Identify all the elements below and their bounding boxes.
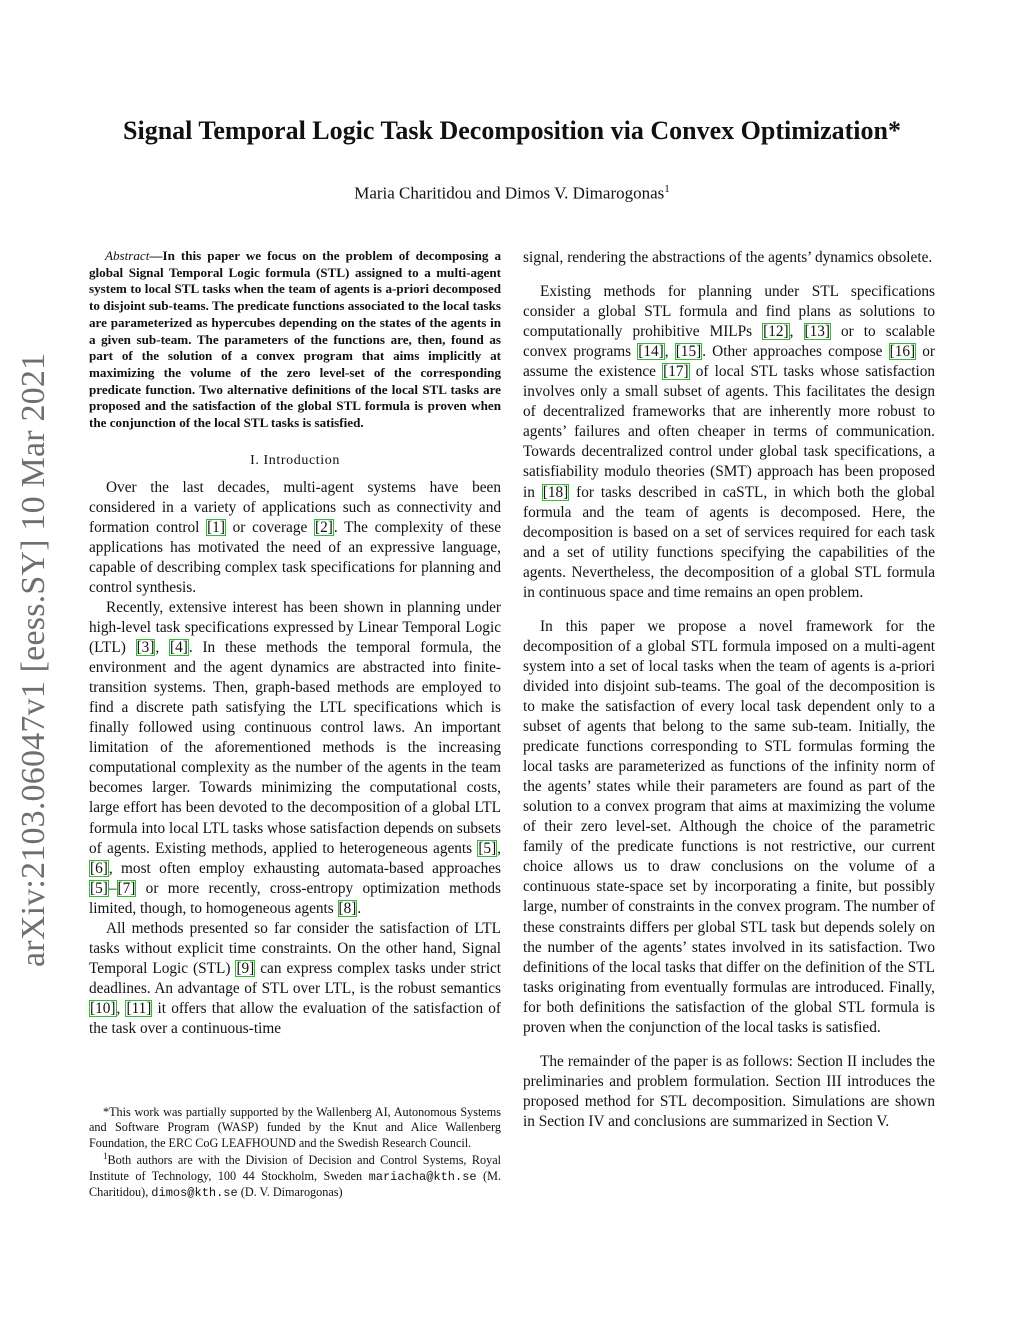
citation-link[interactable]: [13] xyxy=(804,323,830,341)
text-run: All methods presented so far consider the satisfaction of LTL tasks without explicit time constraints. On the other hand, Signal Temporal Logic (STL) xyxy=(89,919,501,977)
text-run: , xyxy=(789,323,804,341)
text-run: or more recently, cross-entropy optimization methods limited, though, to homogeneous agents xyxy=(89,879,501,917)
abstract-label: Abstract xyxy=(105,248,150,263)
citation-link[interactable]: [11] xyxy=(126,999,152,1017)
intro-paragraph-5: In this paper we propose a novel framework for the decomposition of a global STL formula imposed on a multi-agent system into a set of local tasks when the team of agents is a-priori divided into disjoint sub-teams. The goal of the decomposition is to make the satisfaction of every local task dependent only to a subset of agents that belong to the same sub-team. Initially, the predicate functions corresponding to STL formulas forming the local tasks are parameterized as functions of the infinity norm of the agents’ states while their parameters are found as part of the solution to a convex program that aims at maximizing the volume of their zero level-set. Although the choice of the parametric family of the predicate functions is not restrictive, our current choice allows us to draw conclusions on the volume of a continuous state-space set by incorporating a finite, but possibly large, number of constraints in the convex program. The number of these constraints differs per global STL task but depends solely on the number of the agents’ states involved in its satisfaction. Two definitions of the local tasks that differ on the definition of the STL tasks originating from eventually formulas are introduced. Finally, for both definitions the satisfaction of the global STL formula is proven when the conjunction of the local tasks is satisfied. xyxy=(523,617,935,1036)
author-line xyxy=(80,178,944,205)
citation-link[interactable]: [15] xyxy=(675,343,702,361)
abstract xyxy=(89,248,501,432)
text-run: , xyxy=(664,343,675,361)
citation-link[interactable]: [18] xyxy=(542,483,569,501)
text-run: or assume the existence xyxy=(523,343,935,381)
intro-paragraph-2 xyxy=(89,598,501,919)
text-run: of local STL tasks whose satisfaction involves only a small subset of agents. This facilitates the design of decentralized frameworks that are inherently more robust to agents’ failures and often cheaper in terms of communication. Towards decentralized control under global task specifications, a satisfiability modulo theories (SMT) approach has been proposed in xyxy=(523,363,935,501)
citation-link[interactable]: [12] xyxy=(763,323,789,341)
text-run: . In these methods the temporal formula, the environment and the agent dynamics are abstracted into finite-transition systems. Then, graph-based methods are employed to find a discrete path satisfying the LTL specifications which is finally followed using continuous control laws. An important limitation of the aforementioned methods is the increasing computational complexity as the number of the agents in the team becomes larger. Towards minimizing the computational costs, large effort has been devoted to the decomposition of a global LTL formula into local LTL tasks whose satisfaction depends on subsets of agents. Existing methods, applied to heterogeneous agents xyxy=(89,639,502,857)
email-link[interactable]: mariacha@kth.se xyxy=(368,1169,477,1184)
text-run: , most often employ exhausting automata-based approaches xyxy=(108,859,501,877)
text-run: , xyxy=(497,839,501,857)
citation-link[interactable]: [8] xyxy=(338,899,357,917)
arxiv-identifier: arXiv:2103.06047v1 [eess.SY] 10 Mar 2021 xyxy=(15,352,52,968)
intro-paragraph-6: The remainder of the paper is as follows: Section II includes the preliminaries and problem formulation. Section III introduces the proposed method for STL decomposition. Simulations are shown in Section IV and conclusions are summarized in Section V. xyxy=(523,1052,935,1130)
footnote-funding: *This work was partially supported by the Wallenberg AI, Autonomous Systems and Software Program (WASP) funded by the Knut and Alice Wallenberg Foundation, the ERC CoG LEAFHOUND and the Swedish Research Council. xyxy=(89,1105,501,1150)
text-run: Existing methods for planning under STL specifications consider a global STL formula and find plans as solutions to computationally prohibitive MILPs xyxy=(523,283,935,341)
text-run: Both authors are with the Division of Decision and Control Systems, Royal Institute of Technology, 100 44 Stockholm, Sweden xyxy=(89,1153,501,1183)
citation-link[interactable]: [7] xyxy=(117,879,136,897)
text-run: can express complex tasks under strict deadlines. An advantage of STL over LTL, is the robust semantics xyxy=(89,959,502,997)
intro-paragraph-4 xyxy=(523,282,935,603)
text-run: . Other approaches compose xyxy=(702,343,889,361)
footnote-mark: 1 xyxy=(103,1151,108,1162)
citation-link[interactable]: [2] xyxy=(315,518,333,536)
citation-link[interactable]: [14] xyxy=(638,343,664,361)
citation-link[interactable]: [6] xyxy=(90,859,108,877)
right-column xyxy=(523,248,935,1132)
citation-link[interactable]: [17] xyxy=(663,363,689,381)
citation-link[interactable]: [1] xyxy=(207,518,225,536)
author-names: Maria Charitidou and Dimos V. Dimarogonas xyxy=(354,183,665,203)
text-run: (M. Charitidou), xyxy=(89,1168,502,1200)
left-column xyxy=(89,248,501,1039)
text-run: for tasks described in caSTL, in which both the global formula and the team of agents is decomposed. Here, the decomposition is based on a set of services required for each task and a set of utility functions specifying the capabilities of the agents. Nevertheless, the decomposition of a global STL formula in continuous space and time remains an open problem. xyxy=(523,483,935,601)
citation-link[interactable]: [5] xyxy=(478,839,497,857)
citation-link[interactable]: [4] xyxy=(170,639,188,657)
paper-title: Signal Temporal Logic Task Decomposition via Convex Optimization* xyxy=(123,116,901,145)
footnote-affiliation xyxy=(89,1153,501,1201)
author-footnote-mark: 1 xyxy=(664,183,670,195)
text-run: – xyxy=(108,879,117,897)
intro-paragraph-1 xyxy=(89,478,501,598)
text-run: . xyxy=(357,899,362,917)
text-run: Over the last decades, multi-agent systems have been considered in a variety of applications such as connectivity and formation control xyxy=(89,478,501,536)
citation-link[interactable]: [3] xyxy=(136,639,155,657)
citation-link[interactable]: [9] xyxy=(236,959,255,977)
intro-paragraph-3 xyxy=(89,919,501,1039)
section-heading-introduction: I. Introduction xyxy=(250,452,340,468)
citation-link[interactable]: [5] xyxy=(90,879,108,897)
footnotes xyxy=(89,1105,501,1203)
text-run: Recently, extensive interest has been shown in planning under high-level task specifications expressed by Linear Temporal Logic (LTL) xyxy=(89,599,501,657)
email-link[interactable]: dimos@kth.se xyxy=(151,1186,238,1201)
intro-paragraph-3-continued: signal, rendering the abstractions of the agents’ dynamics obsolete. xyxy=(523,249,933,266)
citation-link[interactable]: [10] xyxy=(90,999,116,1017)
text-run: , xyxy=(155,639,170,657)
text-run: (D. V. Dimarogonas) xyxy=(237,1185,343,1200)
abstract-dash: — xyxy=(149,248,163,263)
text-run: it offers that allow the evaluation of the satisfaction of the task over a continuous-time xyxy=(89,999,501,1037)
text-run: or coverage xyxy=(225,518,314,536)
citation-link[interactable]: [16] xyxy=(889,343,916,361)
text-run: , xyxy=(116,999,126,1017)
abstract-text: In this paper we focus on the problem of decomposing a global Signal Temporal Logic formula (STL) assigned to a multi-agent system to local STL tasks when the team of agents is a-priori decomposed to disjoint sub-teams. The predicate functions associated to the local tasks are parameterized as hypercubes depending on the states of the agents in a given sub-team. The parameters of the functions are, then, found as part of the solution of a convex program that aims implicitly at maximizing the volume of the zero level-set of the corresponding predicate function. Two alternative definitions of the local STL tasks are proposed and the satisfaction of the global STL formula is proven when the conjunction of the local STL tasks is satisfied. xyxy=(89,248,501,431)
text-run: . The complexity of these applications has motivated the need of an expressive language, capable of describing complex task specifications for planning and control synthesis. xyxy=(89,518,501,596)
text-run: or to scalable convex programs xyxy=(523,323,935,361)
